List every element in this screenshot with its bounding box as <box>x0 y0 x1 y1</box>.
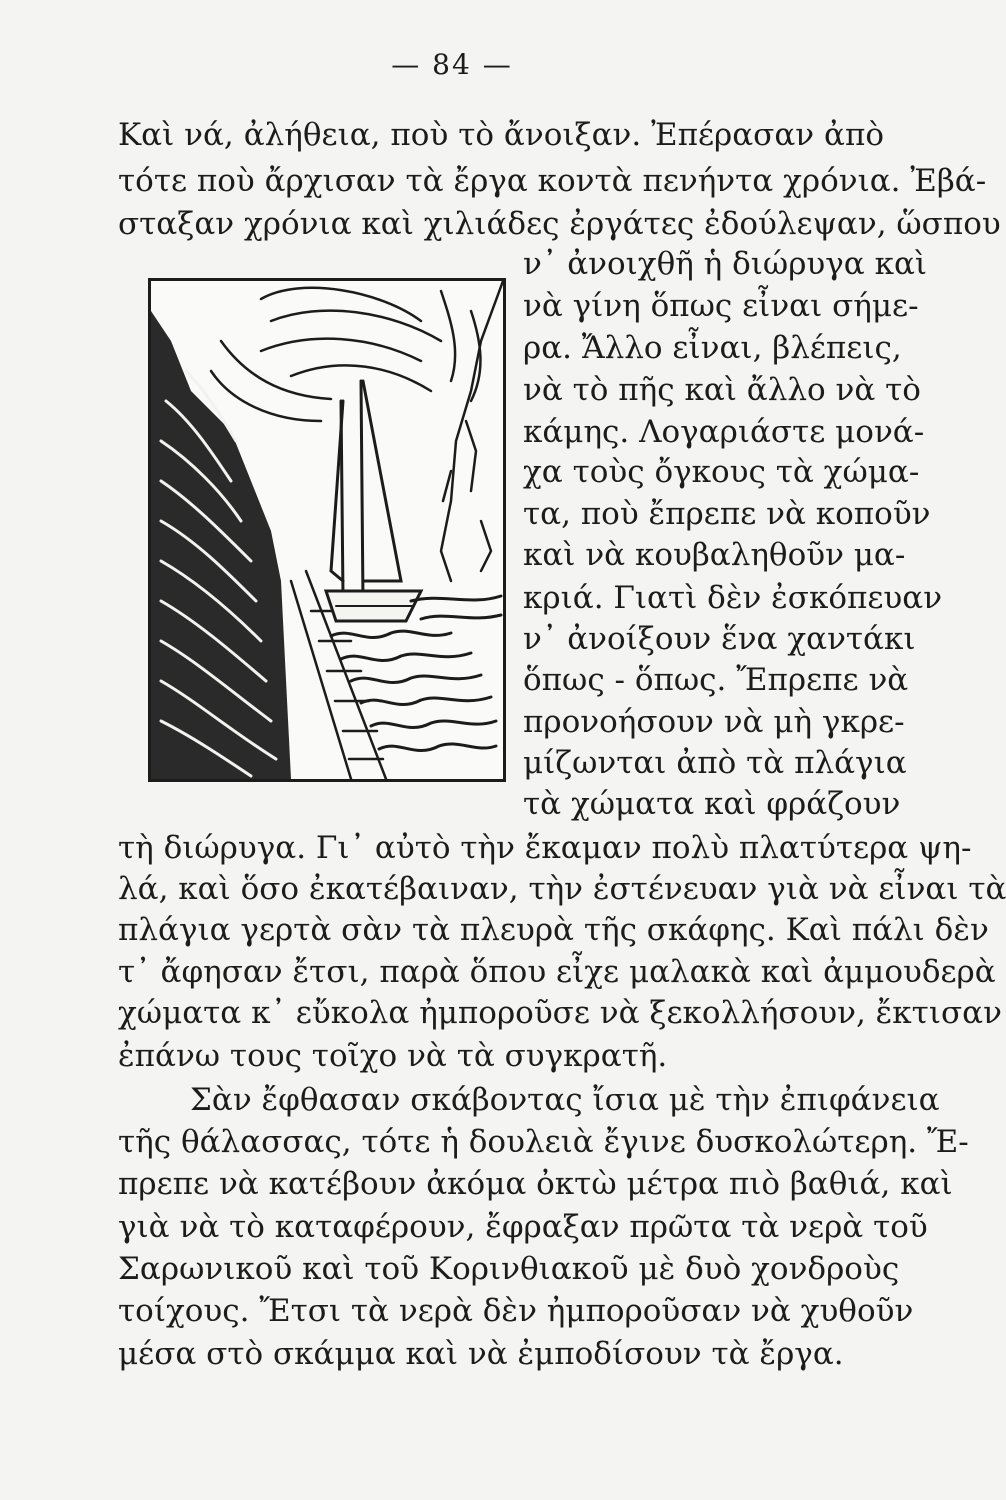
text-line: γιὰ νὰ τὸ καταφέρουν, ἔφραξαν πρῶτα τὰ νερὰ τοῦ <box>118 1209 928 1245</box>
left-cliff <box>151 311 291 779</box>
sailboat <box>326 381 421 621</box>
canal-sailboat-woodcut <box>148 278 506 782</box>
text-line: κάμης. Λογαριάστε μονά- <box>523 414 925 450</box>
text-line: τῆς θάλασσας, τότε ἡ δουλειὰ ἔγινε δυσκολώτερη. Ἔ- <box>118 1124 969 1160</box>
text-line: τ᾽ ἄφησαν ἔτσι, παρὰ ὅπου εἶχε μαλακὰ καὶ ἀμμουδερὰ <box>118 954 996 990</box>
text-line: ρα. Ἄλλο εἶναι, βλέπεις, <box>523 330 902 366</box>
text-line: νὰ τὸ πῆς καὶ ἄλλο νὰ τὸ <box>523 372 921 408</box>
text-line: προνοήσουν νὰ μὴ γκρε- <box>523 704 905 740</box>
text-line: μίζωνται ἀπὸ τὰ πλάγια <box>523 745 907 781</box>
text-line: τότε ποὺ ἄρχισαν τὰ ἔργα κοντὰ πενήντα χρόνια. Ἐβά- <box>118 163 987 199</box>
text-line: χώματα κ᾽ εὔκολα ἠμποροῦσε νὰ ξεκολλήσουν, ἔκτισαν <box>118 995 1002 1031</box>
text-line: σταξαν χρόνια καὶ χιλιάδες ἐργάτες ἐδούλεψαν, ὥσπου <box>118 206 1001 242</box>
text-line: ἐπάνω τους τοῖχο νὰ τὰ συγκρατῆ. <box>118 1038 668 1074</box>
text-line: Καὶ νά, ἀλήθεια, ποὺ τὸ ἄνοιξαν. Ἐπέρασαν ἀπὸ <box>118 117 884 153</box>
sky-lines <box>211 288 480 421</box>
text-line: Σὰν ἔφθασαν σκάβοντας ἴσια μὲ τὴν ἐπιφάνεια <box>190 1082 940 1118</box>
text-line: πλάγια γερτὰ σὰν τὰ πλευρὰ τῆς σκάφης. Καὶ πάλι δὲν <box>118 912 989 948</box>
text-line: κριά. Γιατὶ δὲν ἐσκόπευαν <box>523 580 943 616</box>
text-line: τα, ποὺ ἔπρεπε νὰ κοποῦν <box>523 496 931 532</box>
text-line: ὅπως - ὅπως. Ἔπρεπε νὰ <box>523 662 909 698</box>
text-line: μέσα στὸ σκάμμα καὶ νὰ ἐμποδίσουν τὰ ἔργα. <box>118 1336 844 1372</box>
text-line: λά, καὶ ὅσο ἐκατέβαιναν, τὴν ἐστένευαν γιὰ νὰ εἶναι τὰ <box>118 871 1006 907</box>
page-number: — 84 — <box>391 48 513 81</box>
text-line: νὰ γίνη ὅπως εἶναι σήμε- <box>523 288 919 324</box>
text-line: πρεπε νὰ κατέβουν ἀκόμα ὀκτὼ μέτρα πιὸ βαθιά, καὶ <box>118 1166 953 1202</box>
text-line: τὴ διώρυγα. Γι᾽ αὐτὸ τὴν ἔκαμαν πολὺ πλατύτερα ψη- <box>118 830 972 866</box>
text-line: ν᾽ ἀνοιχθῆ ἡ διώρυγα καὶ <box>523 246 928 282</box>
text-line: τοίχους. Ἔτσι τὰ νερὰ δὲν ἠμποροῦσαν νὰ χυθοῦν <box>118 1293 914 1329</box>
text-line: καὶ νὰ κουβαληθοῦν μα- <box>523 537 906 573</box>
text-line: Σαρωνικοῦ καὶ τοῦ Κορινθιακοῦ μὲ δυὸ χονδροὺς <box>118 1251 900 1287</box>
text-line: χα τοὺς ὄγκους τὰ χώμα- <box>523 454 920 490</box>
text-line: ν᾽ ἀνοίξουν ἕνα χαντάκι <box>523 621 916 657</box>
text-line: τὰ χώματα καὶ φράζουν <box>523 786 901 822</box>
